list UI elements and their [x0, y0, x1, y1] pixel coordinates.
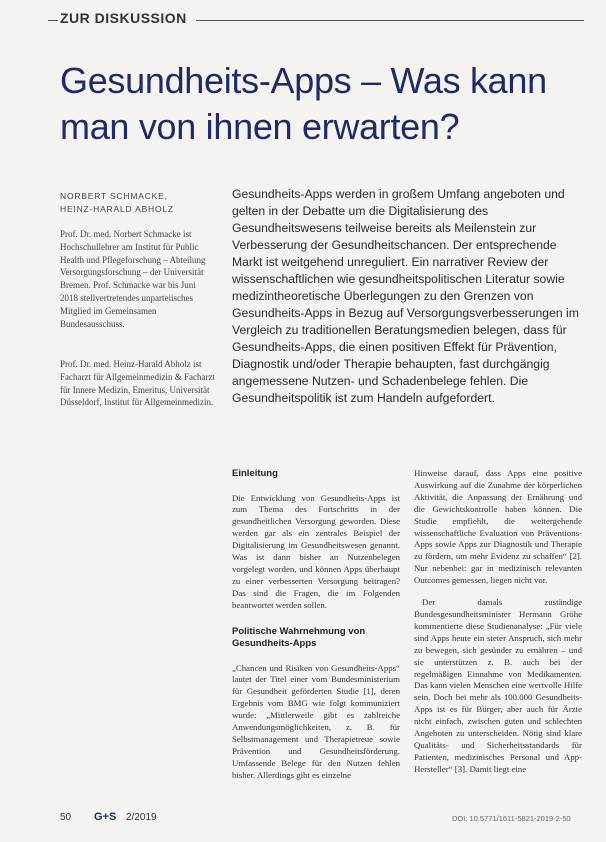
section-label: ZUR DISKUSSION [60, 10, 187, 26]
body-paragraph: Die Entwicklung von Gesundheits-Apps ist zum Thema des Fortschritts in der gesundheitlichen Versorgung geworden. Diese werden gar als ein zentrales Beispiel der Digitalisierung im Gesundheitswesen genannt. Was ist dann bisher an Nutzenbelegen vorgelegt worden, und können Apps überhaupt zu einer verbesserten Versorgung beitragen? Das sind die Fragen, die im Folgenden beantwortet werden sollen. [232, 492, 400, 610]
body-paragraph: Hinweise darauf, dass Apps eine positive Auswirkung auf die Zunahme der körperlichen Aktivität, die Anpassung der Ernährung und die Gewichtskontrolle haben können. Die Studie empfiehlt, die weitergehende wissenschaftliche Evaluation von Präventions-Apps sowie Apps zur Diagnostik und Therapie zu fördern, um mehr Evidenz zu schaffen“ [2]. Nur nebenbei: gar in medizinisch relevanten Outcomes gemessen, liegen nicht vor. [414, 468, 582, 586]
doi: DOI: 10.5771/1611-5821-2019-2-50 [452, 814, 571, 823]
section-rule-left [48, 20, 58, 21]
journal-issue: 2/2019 [126, 812, 157, 823]
article-title: Gesundheits-Apps – Was kann man von ihnen erwarten? [60, 60, 547, 147]
abstract: Gesundheits-Apps werden in großem Umfang angeboten und gelten in der Debatte um die Digitalisierung des Gesundheitswesens teilweise bereits als Meilenstein zur Verbesserung der Gesundheitschancen. Der entsprechende Markt ist weitgehend unreguliert. Ein narrativer Review der wissenschaftlichen wie gesundheitspolitischen Literatur sowie medizintheoretische Überlegungen zu den Grenzen von Gesundheits-Apps in Bezug auf Versorgungsverbesserungen im Vergleich zu traditionellen Beratungsmedien belegen, dass für Gesundheits-Apps, die einen positiven Effekt für Prävention, Diagnostik und/oder Therapie behaupten, fast durchgängig angemessene Nutzen- und Schadenbelege fehlen. Die Gesundheitspolitik ist zum Handeln aufgefordert. [232, 187, 579, 405]
section-rule [196, 20, 584, 21]
body-column-left [232, 468, 400, 792]
author-bio-1: Prof. Dr. med. Norbert Schmacke ist Hochschullehrer am Institut für Public Health und Pflegeforschung – Abteilung Versorgungsforschung – der Universität Bremen. Prof. Schmacke war bis Juni 2018 stellvertretendes unparteiisches Mitglied im Gemeinsamen Bundesausschuss. [60, 229, 206, 329]
body-paragraph: Der damals zuständige Bundesgesundheitsminister Hermann Gröhe kommentierte diese Studienanalyse: „Für viele sind Apps heute ein steter Anspruch, sich mehr zu bewegen, sich gesünder zu ernähren – und sie unterstützen z. B. auch bei der regelmäßigen Einnahme von Medikamenten. Das kann vielen Menschen eine wertvolle Hilfe sein. Doch bei mehr als 100.000 Gesundheits-Apps ist es für Bürger, aber auch für Ärzte nicht einfach, zwischen guten und schlechten Angeboten zu unterscheiden. Nötig sind klare Qualitäts- und Sicherheitsstandards für Patienten, medizinisches Personal und App-Hersteller“ [3]. Damit liegt eine [414, 597, 582, 774]
body-paragraph: „Chancen und Risiken von Gesundheits-Apps“ lautet der Titel einer vom Bundesministerium für Gesundheit geförderten Studie [1], deren Ergebnis vom BMG wie folgt kommuniziert wurde: „Mittlerweile gibt es zahlreiche Anwendungsmöglichkeiten, z. B. für Selbstmanagement und Therapietreue sowie Prävention und Gesundheitsförderung. Umfassende Belege für den Nutzen fehlen bisher. Allerdings gibt es einzelne [232, 662, 400, 780]
author-bio-2: Prof. Dr. med. Heinz-Harald Abholz ist Facharzt für Allgemeinmedizin & Facharzt für Innere Medizin, Emeritus, Universität Düsseldorf, Institut für Allgemeinmedizin. [60, 359, 215, 408]
section-heading-politik: Politische Wahrnehmung von Gesundheits-Apps [232, 625, 366, 650]
page-number: 50 [60, 812, 72, 823]
authors [60, 190, 210, 216]
author-line-1: NORBERT SCHMACKE, [60, 191, 168, 201]
section-heading-einleitung: Einleitung [232, 468, 278, 479]
body-column-right [414, 468, 582, 786]
journal-logo: G+S [94, 811, 117, 823]
author-line-2: HEINZ-HARALD ABHOLZ [60, 204, 174, 214]
